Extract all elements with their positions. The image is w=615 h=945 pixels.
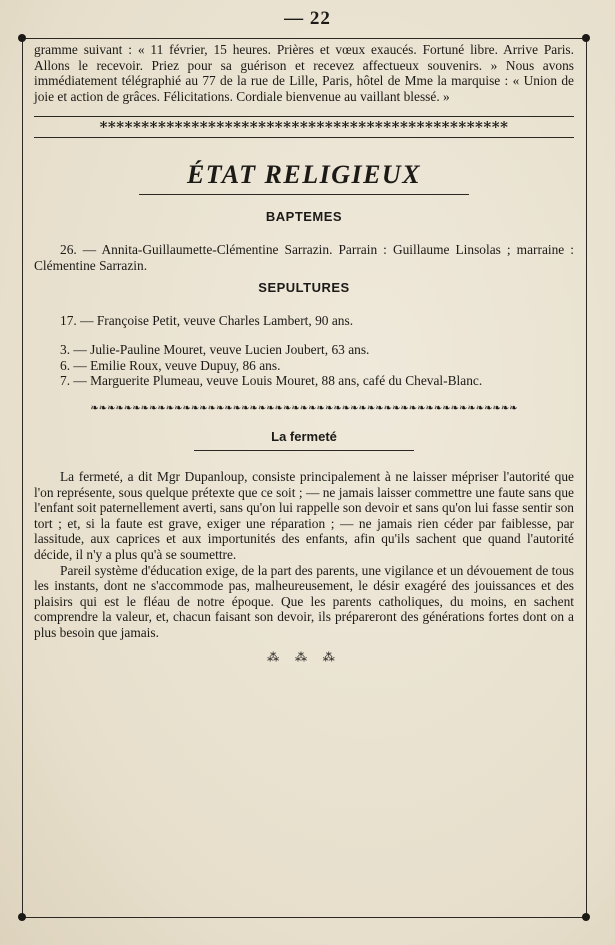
article-paragraph: La fermeté, a dit Mgr Dupanloup, consiste principalement à ne laisser mépriser l'autorité que l'on représente, sous quelque prétexte que ce soit ; — ne jamais laisser commettre une faute sans que l'enfant soit paternellement averti, sans qu'on lui rappelle son devoir et sans qu'on lui fasse sentir son tort ; et, si la faute est grave, exiger une réparation ; — ne jamais rien céder par faiblesse, par lassitude, aux caprices et aux importunités des enfants, afin qu'ils sachent que quand l'autorité décide, il n'y a plus qu'à se soumettre. xyxy=(34,468,574,562)
page-number: — 22 xyxy=(284,8,331,29)
frame-left-border xyxy=(22,38,23,917)
intro-paragraph: gramme suivant : « 11 février, 15 heures. Prières et vœux exaucés. Fortuné libre. Arrive Paris. Allons le recevoir. Priez pour sa guérison et recevez affectueux souvenirs. » Nous avons immédiatement télégraphié au 77 de la rue de Lille, Paris, hôtel de Mme la marquise : « Union de joie et action de grâces. Félicitations. Cordiale bienvenue au vaillant blessé. » xyxy=(34,42,574,104)
end-ornament: ⁂ ⁂ ⁂ xyxy=(267,650,341,665)
sepulture-entry: 17. — Françoise Petit, veuve Charles Lambert, 90 ans. xyxy=(60,312,354,328)
article-title: La fermeté xyxy=(271,428,337,444)
frame-bottom-border xyxy=(22,917,587,918)
frame-top-border xyxy=(22,38,587,39)
sepulture-entry: 7. — Marguerite Plumeau, veuve Louis Mouret, 88 ans, café du Cheval-Blanc. xyxy=(60,373,483,389)
page-content xyxy=(34,42,574,664)
corner-dot-bottom-right xyxy=(582,913,590,921)
corner-dot-bottom-left xyxy=(18,913,26,921)
corner-dot-top-right xyxy=(582,34,590,42)
sepulture-entry: 6. — Emilie Roux, veuve Dupuy, 86 ans. xyxy=(60,357,281,373)
sepulture-entry: 3. — Julie-Pauline Mouret, veuve Lucien Joubert, 63 ans. xyxy=(60,342,370,358)
bapteme-entry: 26. — Annita-Guillaumette-Clémentine Sarrazin. Parrain : Guillaume Linsolas ; marraine : Clémentine Sarrazin. xyxy=(34,242,574,273)
article-paragraph: Pareil système d'éducation exige, de la part des parents, une vigilance et un dévouement de tous les instants, dont ne s'accommode pas, malheureusement, le désir exagéré des jouissances et des plaisirs qui est le fléau de notre époque. Que les parents catholiques, du moins, en sachent comprendre la valeur, et, chacun faisant son devoir, ils prépareront des générations fortes dont on a plus besoin que jamais. xyxy=(34,562,574,640)
corner-dot-top-left xyxy=(18,34,26,42)
article-title-rule xyxy=(194,450,414,451)
frame-right-border xyxy=(586,38,587,917)
baptemes-heading: BAPTEMES xyxy=(265,209,343,225)
sepultures-heading: SEPULTURES xyxy=(258,279,350,295)
star-divider: ************************************************* xyxy=(34,116,574,138)
section-title-etat-religieux: ÉTAT RELIGIEUX xyxy=(186,160,422,190)
ornament-divider: ❧❧❧❧❧❧❧❧❧❧❧❧❧❧❧❧❧❧❧❧❧❧❧❧❧❧❧❧❧❧❧❧❧❧❧❧❧❧❧❧❧❧❧❧❧❧❧❧❧❧❧ xyxy=(90,402,518,414)
title-underline xyxy=(139,194,469,195)
